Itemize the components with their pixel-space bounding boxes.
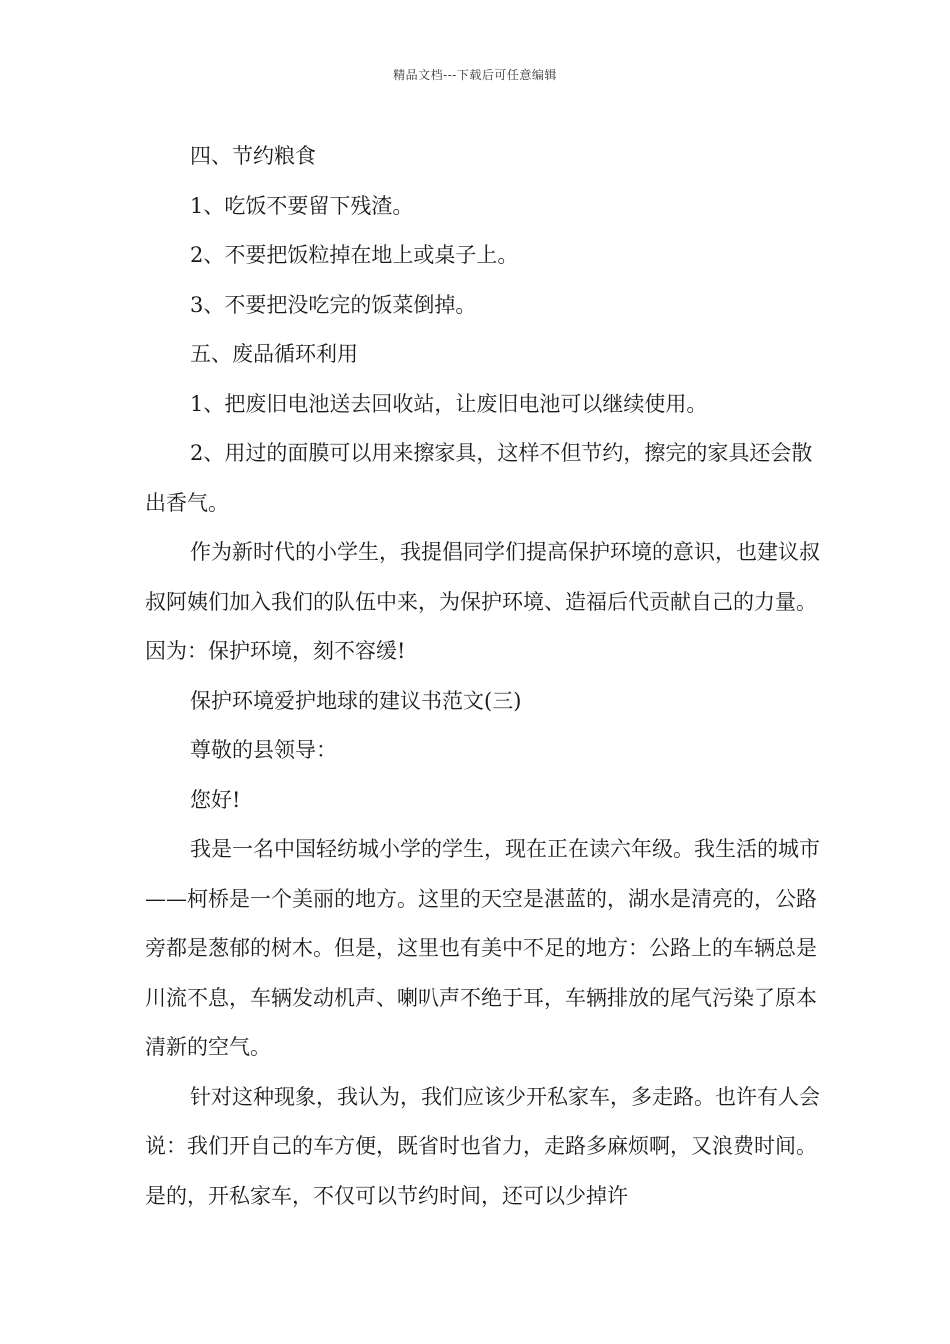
list-item: 2、用过的面膜可以用来擦家具，这样不但节约，擦完的家具还会散出香气。 bbox=[145, 441, 813, 515]
body-paragraph: 我是一名中国轻纺城小学的学生，现在正在读六年级。我生活的城市——柯桥是一个美丽的地方。这里的天空是湛蓝的，湖水是清亮的，公路旁都是葱郁的树木。但是，这里也有美中不足的地方：公路上的车辆总是川流不息，车辆发动机声、喇叭声不绝于耳，车辆排放的尾气污染了原本清新的空气。 bbox=[145, 837, 820, 1059]
list-item: 1、吃饭不要留下残渣。 bbox=[190, 193, 414, 218]
document-body bbox=[145, 132, 820, 1221]
section-heading-save-food: 四、节约粮食 bbox=[190, 144, 316, 168]
document-title: 保护环境爱护地球的建议书范文(三) bbox=[190, 688, 522, 713]
list-item: 2、不要把饭粒掉在地上或桌子上。 bbox=[190, 243, 519, 267]
salutation: 尊敬的县领导： bbox=[190, 738, 337, 762]
page-header: 精品文档---下载后可任意编辑 bbox=[393, 68, 557, 82]
body-paragraph: 针对这种现象，我认为，我们应该少开私家车，多走路。也许有人会说：我们开自己的车方便，既省时也省力，走路多麻烦啊，又浪费时间。是的，开私家车，不仅可以节约时间，还可以少掉许 bbox=[145, 1084, 820, 1208]
list-item: 1、把废旧电池送去回收站，让废旧电池可以继续使用。 bbox=[190, 391, 708, 416]
section-heading-recycling: 五、废品循环利用 bbox=[190, 342, 358, 366]
body-paragraph: 作为新时代的小学生，我提倡同学们提高保护环境的意识，也建议叔叔阿姨们加入我们的队伍中来，为保护环境、造福后代贡献自己的力量。因为：保护环境，刻不容缓! bbox=[145, 540, 820, 663]
greeting: 您好! bbox=[190, 787, 241, 812]
list-item: 3、不要把没吃完的饭菜倒掉。 bbox=[190, 292, 477, 317]
